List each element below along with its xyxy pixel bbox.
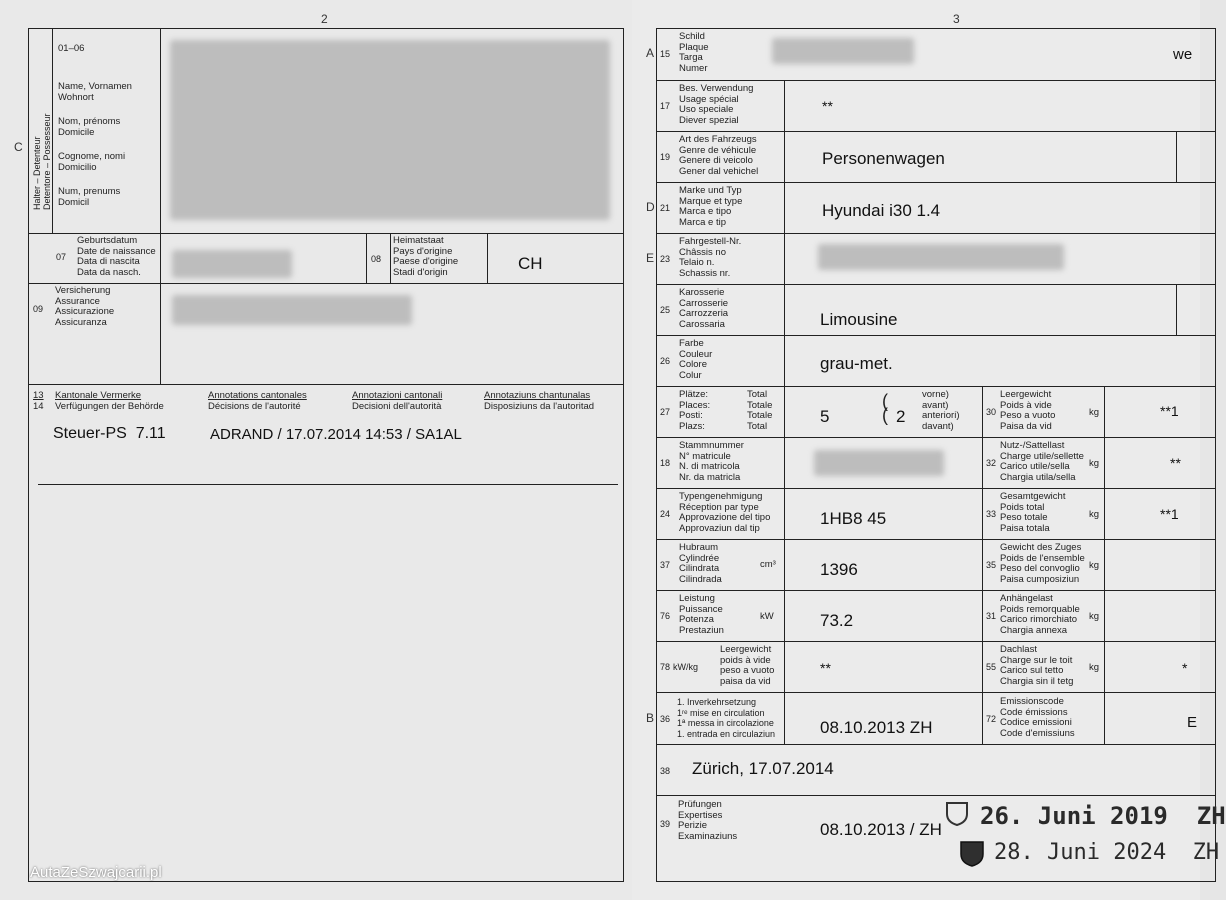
redacted-master-number — [814, 450, 944, 476]
inspections-label: Prüfungen Expertises Perizie Examinaziuns — [678, 799, 738, 842]
field-30-number: 30 — [986, 407, 997, 417]
authority-header-fr: Décisions de l'autorité — [208, 401, 301, 412]
divider — [38, 484, 618, 485]
color-value: grau-met. — [820, 354, 893, 373]
authority-header-rm: Disposiziuns da l'autoritad — [484, 401, 595, 412]
tax-hp-entry: Steuer-PS 7.11 — [53, 425, 166, 442]
section-letter-d: D — [646, 200, 655, 214]
insurance-label: Versicherung Assurance Assicurazione Assicuranza — [55, 285, 115, 328]
payload-unit: kg — [1089, 458, 1100, 469]
field-72-number: 72 — [986, 714, 997, 724]
origin-value: CH — [518, 254, 543, 273]
payload-label: Nutz-/Sattellast Charge utile/sellette Carico utile/sella Chargia utila/sella — [1000, 440, 1084, 483]
field-38-number: 38 — [660, 766, 671, 776]
field-18-number: 18 — [660, 458, 671, 468]
stamp-shield-icon — [944, 800, 970, 826]
divider — [160, 28, 161, 384]
divider — [656, 795, 1216, 796]
cognome-label: Cognome, nomi Domicilio — [58, 151, 126, 173]
train-weight-unit: kg — [1089, 560, 1100, 571]
divider — [656, 641, 1216, 642]
divider — [1104, 386, 1105, 744]
redacted-birthdate — [172, 250, 292, 278]
first-registration-value: 08.10.2013 ZH — [820, 718, 933, 737]
roof-load-value: * — [1182, 660, 1188, 676]
divider — [656, 744, 1216, 745]
roof-load-unit: kg — [1089, 662, 1100, 673]
power-weight-label: Leergewicht poids à vide peso a vuoto paisa da vid — [720, 644, 775, 687]
body-label: Karosserie Carrosserie Carrozzeria Carossaria — [679, 287, 729, 330]
name-label: Name, Vornamen Wohnort — [58, 81, 132, 103]
divider — [390, 233, 391, 283]
holder-vertical-label: Halter – Detenteur Detentore – Possesseur — [32, 113, 52, 210]
special-use-label: Bes. Verwendung Usage spécial Uso speciale Diever spezial — [679, 83, 754, 126]
total-weight-unit: kg — [1089, 509, 1100, 520]
bracket-mark: ( ( — [882, 391, 888, 425]
field-27-number: 27 — [660, 407, 671, 417]
field-25-number: 25 — [660, 305, 671, 315]
seats-total-label: Total Totale Totale Total — [747, 389, 773, 432]
divider — [1176, 131, 1177, 182]
divider — [656, 233, 1216, 234]
section-letter-e: E — [646, 251, 655, 265]
divider — [656, 80, 1216, 81]
field-15-number: 15 — [660, 49, 671, 59]
birthdate-label: Geburtsdatum Date de naissance Data di nascita Data da nasch. — [77, 235, 156, 278]
inspection-stamp-2024: 28. Juni 2024 ZH — [994, 840, 1220, 865]
empty-weight-label: Leergewicht Poids à vide Peso a vuoto Paisa da vid — [1000, 389, 1056, 432]
field-08-number: 08 — [371, 254, 382, 264]
field-07-number: 07 — [56, 252, 67, 262]
field-76-number: 76 — [660, 611, 671, 621]
type-approval-label: Typengenehmigung Réception par type Approvazione del tipo Approvaziun dal tip — [679, 491, 771, 534]
section-letter-b: B — [646, 711, 655, 725]
section-letter-a: A — [646, 46, 655, 60]
field-32-number: 32 — [986, 458, 997, 468]
annotation-header-fr: Annotations cantonales — [208, 390, 307, 401]
redacted-insurance — [172, 295, 412, 325]
divider — [656, 335, 1216, 336]
page-number-left: 2 — [321, 12, 328, 26]
divider — [52, 28, 53, 234]
redacted-chassis — [818, 244, 1064, 270]
roof-load-label: Dachlast Charge sur le toit Carico sul tetto Chargia sin il tetg — [1000, 644, 1074, 687]
divider — [656, 284, 1216, 285]
redacted-holder-name — [170, 40, 610, 220]
section-letter-c: C — [14, 140, 23, 154]
inspection-stamp-2019: 26. Juni 2019 ZH — [980, 802, 1226, 830]
divider — [656, 590, 1216, 591]
trailer-load-label: Anhängelast Poids remorquable Carico rimorchiato Chargia annexa — [1000, 593, 1080, 636]
annotation-header-it: Annotazioni cantonali — [352, 390, 443, 401]
total-weight-label: Gesamtgewicht Poids total Peso totale Paisa totala — [1000, 491, 1066, 534]
admin-entry: ADRAND / 17.07.2014 14:53 / SA1AL — [210, 426, 462, 443]
trailer-load-unit: kg — [1089, 611, 1100, 622]
empty-weight-value: **1 — [1160, 403, 1179, 419]
field-24-number: 24 — [660, 509, 671, 519]
vehicle-kind-label: Art des Fahrzeugs Genre de véhicule Genere di veicolo Gener dal vehichel — [679, 134, 759, 177]
inspection-value: 08.10.2013 / ZH — [820, 820, 942, 839]
displacement-unit: cm³ — [760, 559, 776, 570]
redacted-plate — [772, 38, 914, 64]
authority-header-it: Decisioni dell'autorità — [352, 401, 442, 412]
field-78-number: 78 — [660, 662, 671, 672]
field-19-number: 19 — [660, 152, 671, 162]
seats-total-value: 5 — [820, 407, 830, 426]
emission-code-value: E — [1187, 714, 1198, 731]
emission-code-label: Emissionscode Code émissions Codice emissioni Code d'emissiuns — [1000, 696, 1075, 739]
divider — [656, 539, 1216, 540]
divider — [28, 283, 624, 284]
divider — [656, 386, 1216, 387]
type-approval-value: 1HB8 45 — [820, 509, 887, 528]
field-13-number: 13 — [33, 390, 44, 401]
divider — [656, 182, 1216, 183]
power-value: 73.2 — [820, 611, 854, 630]
page-number-right: 3 — [953, 12, 960, 26]
empty-weight-unit: kg — [1089, 407, 1100, 418]
annotation-header-de: Kantonale Vermerke — [55, 390, 142, 401]
origin-label: Heimatstaat Pays d'origine Paese d'origine Stadi d'origin — [393, 235, 459, 278]
seats-label: Plätze: Places: Posti: Plazs: — [679, 389, 711, 432]
field-23-number: 23 — [660, 254, 671, 264]
watermark: AutaZeSzwajcarii.pl — [30, 864, 162, 881]
power-weight-unit: kW/kg — [673, 662, 699, 672]
master-number-label: Stammnummer N° matricule N. di matricola Nr. da matricla — [679, 440, 744, 483]
vehicle-kind-value: Personenwagen — [822, 149, 945, 168]
train-weight-label: Gewicht des Zuges Poids de l'ensemble Peso del convoglio Paisa cumposiziun — [1000, 542, 1085, 585]
divider — [366, 233, 367, 283]
divider — [1176, 284, 1177, 335]
num-label: Num, prenums Domicil — [58, 186, 121, 208]
right-page — [632, 0, 1226, 900]
divider — [656, 488, 1216, 489]
seats-front-label: vorne) avant) anteriori) davant) — [922, 389, 960, 432]
field-14-number: 14 — [33, 401, 44, 412]
authority-header-de: Verfügungen der Behörde — [55, 401, 164, 412]
field-37-number: 37 — [660, 560, 671, 570]
field-55-number: 55 — [986, 662, 997, 672]
field-01-06-number: 01–06 — [58, 43, 85, 54]
seats-front-value: 2 — [896, 407, 906, 426]
chassis-label: Fahrgestell-Nr. Châssis no Telaio n. Schassis nr. — [679, 236, 742, 279]
annotation-header-rm: Annotaziuns chantunalas — [484, 390, 591, 401]
displacement-label: Hubraum Cylindrée Cilindrata Cilindrada — [679, 542, 722, 585]
special-use-value: ** — [822, 98, 833, 114]
field-35-number: 35 — [986, 560, 997, 570]
total-weight-value: **1 — [1160, 506, 1179, 522]
body-value: Limousine — [820, 310, 898, 329]
divider — [487, 233, 488, 283]
field-17-number: 17 — [660, 101, 671, 111]
power-weight-value: ** — [820, 660, 831, 676]
issue-place-date-value: Zürich, 17.07.2014 — [692, 759, 834, 778]
first-registration-label: 1. Inverkehrsetzung 1ʳᵉ mise en circulation 1ª messa in circolazione 1. entrada en circulaziun — [677, 697, 776, 739]
field-36-number: 36 — [660, 714, 671, 724]
divider — [656, 692, 1216, 693]
field-09-number: 09 — [33, 304, 44, 314]
divider — [982, 386, 983, 744]
field-26-number: 26 — [660, 356, 671, 366]
field-33-number: 33 — [986, 509, 997, 519]
field-39-number: 39 — [660, 819, 671, 829]
field-31-number: 31 — [986, 611, 997, 621]
payload-value: ** — [1170, 455, 1181, 471]
color-label: Farbe Couleur Colore Colur — [679, 338, 713, 381]
make-type-value: Hyundai i30 1.4 — [822, 201, 941, 220]
divider — [784, 80, 785, 744]
divider — [656, 437, 1216, 438]
displacement-value: 1396 — [820, 560, 858, 579]
nom-label: Nom, prénoms Domicile — [58, 116, 121, 138]
make-type-label: Marke und Typ Marque et type Marca e tipo Marca e tip — [679, 185, 743, 228]
plate-label: Schild Plaque Targa Numer — [679, 31, 709, 74]
power-unit: kW — [760, 611, 774, 622]
stamp-shield-icon — [957, 838, 987, 868]
plate-edge-text: we — [1173, 46, 1193, 63]
field-21-number: 21 — [660, 203, 671, 213]
divider — [28, 384, 624, 385]
divider — [656, 131, 1216, 132]
power-label: Leistung Puissance Potenza Prestaziun — [679, 593, 724, 636]
divider — [28, 233, 624, 234]
